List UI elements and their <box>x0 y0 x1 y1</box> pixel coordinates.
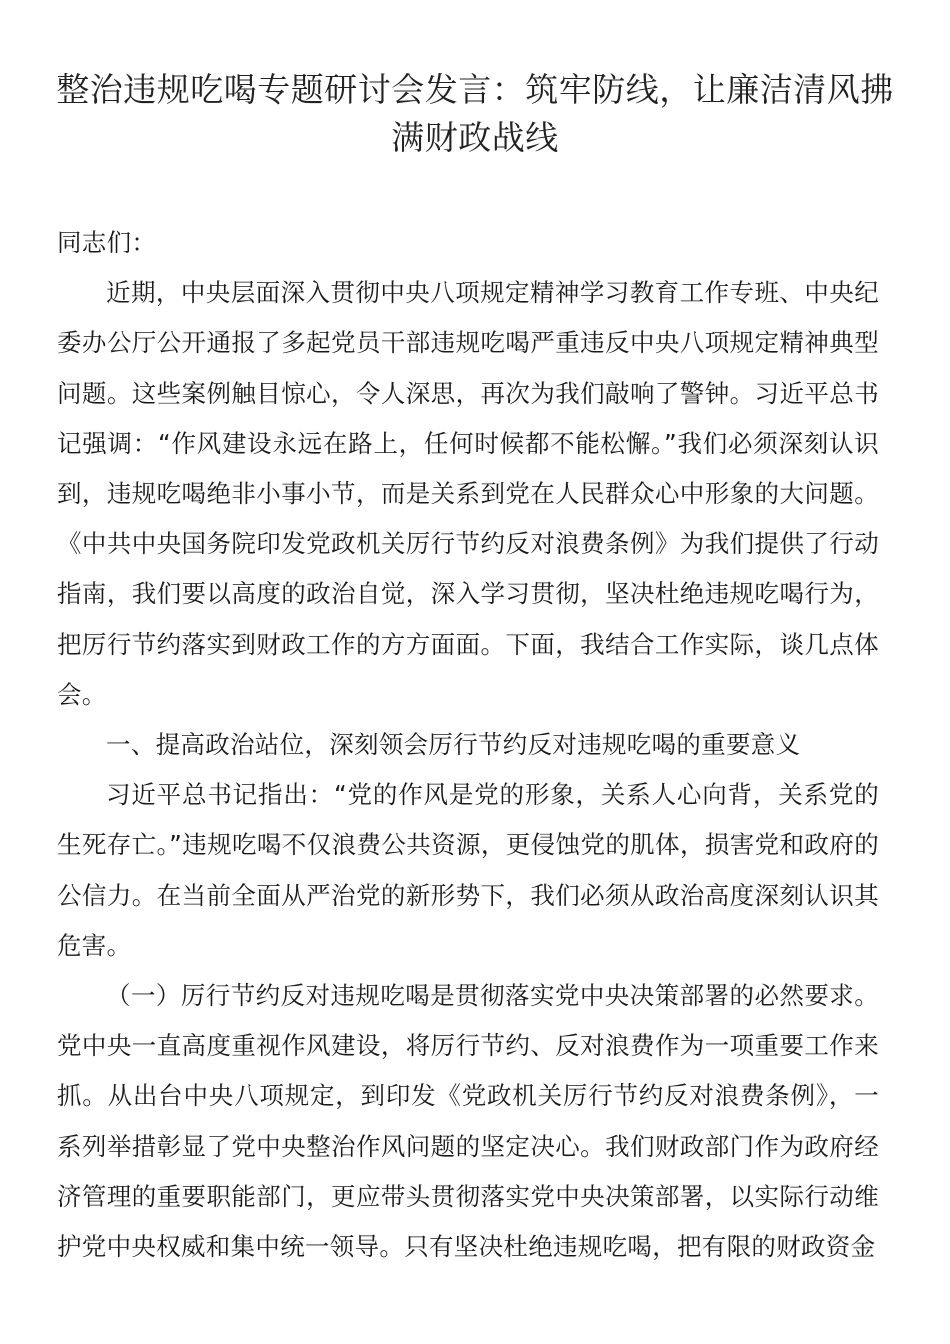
salutation: 同志们： <box>57 228 157 257</box>
document-title: 整治违规吃喝专题研讨会发言：筑牢防线，让廉洁清风拂满财政战线 <box>56 70 894 157</box>
document-body <box>57 218 879 1272</box>
section-heading-1: 一、提高政治站位，深刻领会厉行节约反对违规吃喝的重要意义 <box>106 730 801 760</box>
intro-paragraph: 近期，中央层面深入贯彻中央八项规定精神学习教育工作专班、中央纪委办公厅公开通报了多起党员干部违规吃喝严重违反中央八项规定精神典型问题。这些案例触目惊心，令人深思，再次为我们敲响了警钟。习近平总书记强调：“作风建设永远在路上，任何时候都不能松懈。”我们必须深刻认识到，违规吃喝绝非小事小节，而是关系到党在人民群众心中形象的大问题。《中共中央国务院印发党政机关厉行节约反对浪费条例》为我们提供了行动指南，我们要以高度的政治自觉，深入学习贯彻，坚决杜绝违规吃喝行为，把厉行节约落实到财政工作的方方面面。下面，我结合工作实际，谈几点体会。 <box>57 278 879 709</box>
section-1-paragraph: 习近平总书记指出：“党的作风是党的形象，关系人心向背，关系党的生死存亡。”违规吃喝不仅浪费公共资源，更侵蚀党的肌体，损害党和政府的公信力。在当前全面从严治党的新形势下，我们必须从政治高度深刻认识其危害。 <box>57 780 879 960</box>
subsection-1-paragraph: （一）厉行节约反对违规吃喝是贯彻落实党中央决策部署的必然要求。党中央一直高度重视作风建设，将厉行节约、反对浪费作为一项重要工作来抓。从出台中央八项规定，到印发《党政机关厉行节约反对浪费条例》，一系列举措彰显了党中央整治作风问题的坚定决心。我们财政部门作为政府经济管理的重要职能部门，更应带头贯彻落实党中央决策部署，以实际行动维护党中央权威和集中统一领导。只有坚决杜绝违规吃喝，把有限的财政资金 <box>57 981 879 1262</box>
